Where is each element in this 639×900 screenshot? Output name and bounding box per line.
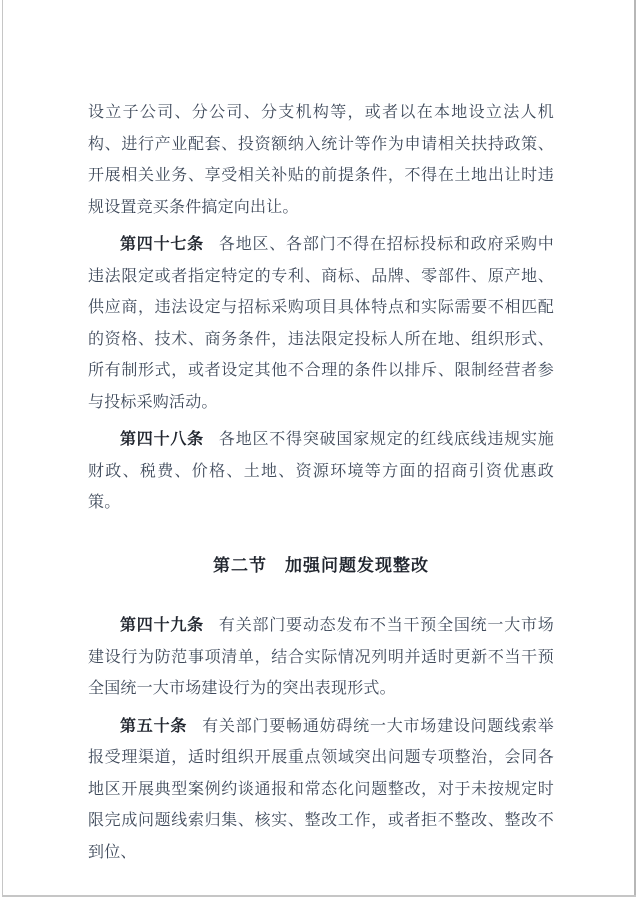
- page-content: [88, 0, 554, 867]
- article-49-text: 有关部门要动态发布不当干预全国统一大市场建设行为防范事项清单，结合实际情况列明并适时更新不当干预全国统一大市场建设行为的突出表现形式。: [88, 615, 554, 697]
- paragraph-article-50: [88, 710, 554, 868]
- article-50-text: 有关部门要畅通妨碍统一大市场建设问题线索举报受理渠道，适时组织开展重点领域突出问题专项整治，会同各地区开展典型案例约谈通报和常态化问题整改，对于未按规定时限完成问题线索归集、核实、整改工作，或者拒不整改、整改不到位、: [88, 715, 554, 861]
- section-heading: 第二节 加强问题发现整改: [213, 555, 429, 576]
- article-48-text: 各地区不得突破国家规定的红线底线违规实施财政、税费、价格、土地、资源环境等方面的招商引资优惠政策。: [88, 429, 554, 511]
- page-border-bottom: [2, 895, 636, 897]
- paragraph-continuation: 设立子公司、分公司、分支机构等，或者以在本地设立法人机构、进行产业配套、投资额纳入统计等作为申请相关扶持政策、开展相关业务、享受相关补贴的前提条件，不得在土地出让时违规设置竞买条件搞定向出让。: [88, 102, 554, 216]
- article-48-number: 第四十八条: [120, 429, 204, 448]
- paragraph-article-48: [88, 423, 554, 518]
- article-49-number: 第四十九条: [120, 615, 204, 634]
- page-border-right: [634, 0, 636, 897]
- paragraph-article-47: [88, 228, 554, 417]
- paragraph-article-49: [88, 609, 554, 704]
- article-50-number: 第五十条: [120, 715, 188, 735]
- page-border-left: [2, 0, 3, 897]
- article-47-text: 各地区、各部门不得在招标投标和政府采购中违法限定或者指定特定的专利、商标、品牌、零部件、原产地、供应商，违法设定与招标采购项目具体特点和实际需要不相匹配的资格、技术、商务条件，违法限定投标人所在地、组织形式、所有制形式，或者设定其他不合理的条件以排斥、限制经营者参与投标采购活动。: [88, 234, 554, 411]
- article-47-number: 第四十七条: [120, 234, 204, 253]
